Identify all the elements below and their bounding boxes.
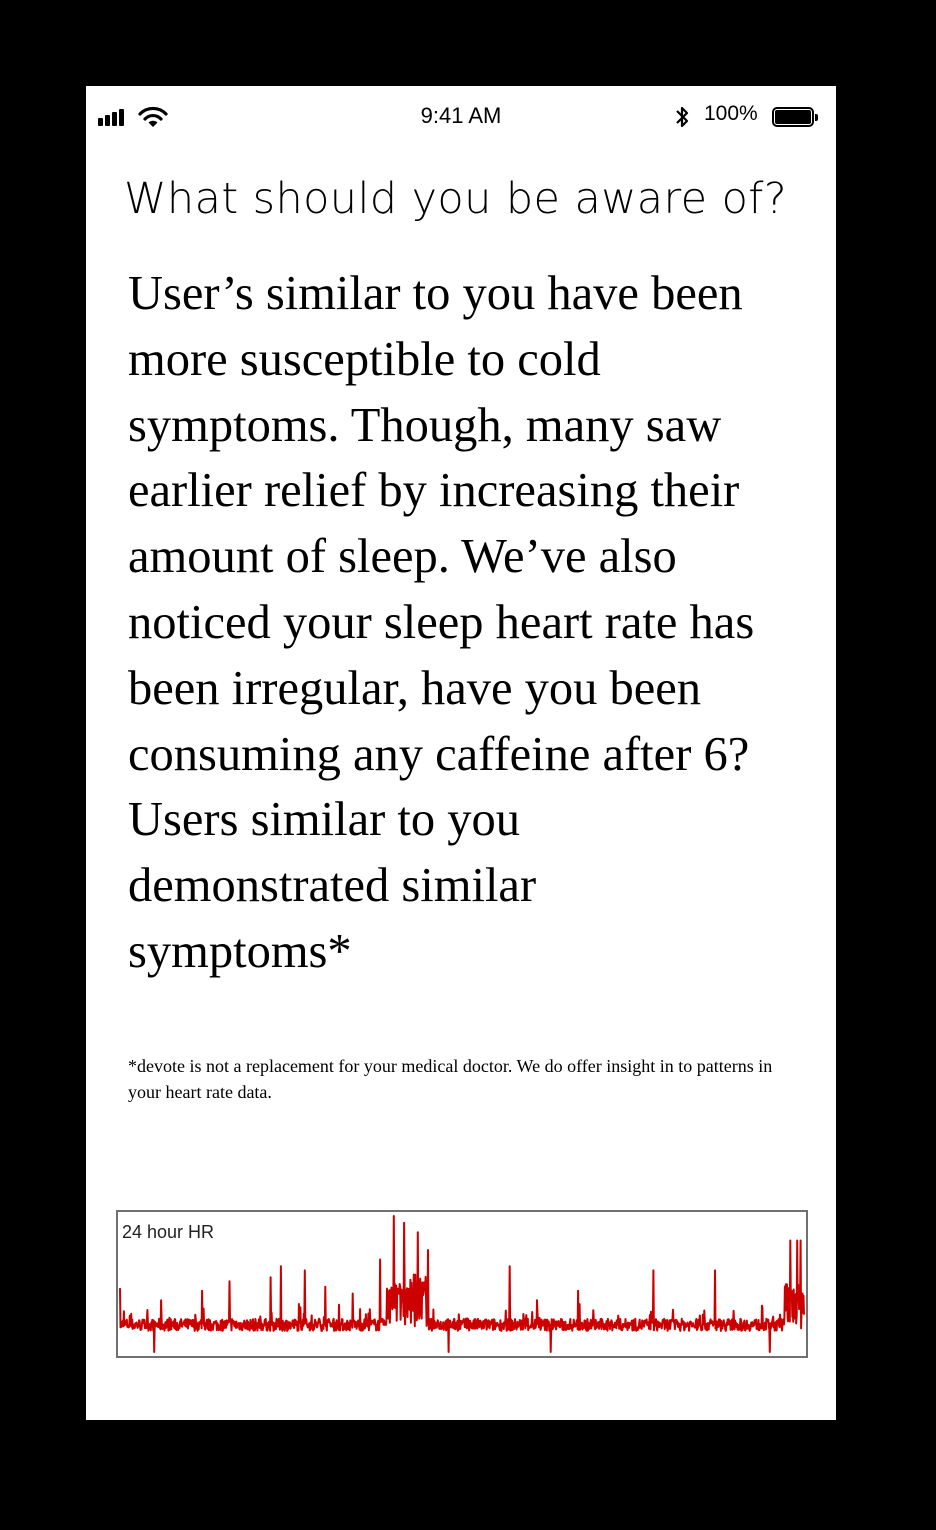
insight-line: earlier relief by increasing their [128,464,740,518]
insight-text [128,261,818,985]
insight-line: Users similar to you [128,793,521,847]
battery-percent: 100% [704,102,758,125]
phone-screen [86,86,836,1420]
insight-line: User’s similar to you have been [128,267,743,320]
insight-line: symptoms* [128,924,352,978]
insight-line: noticed your sleep heart rate has [128,595,755,649]
status-bar [86,86,836,146]
medical-disclaimer: *devote is not a replacement for your medical doctor. We do offer insight in to patterns in your heart rate data. [128,1056,773,1102]
insight-line: symptoms. Though, many saw [128,398,722,452]
insight-line: consuming any caffeine after 6? [128,727,750,781]
bluetooth-icon [674,104,690,130]
status-time: 9:41 AM [420,103,502,128]
insight-line: more susceptible to cold [128,332,601,386]
insight-line: demonstrated similar [128,859,537,913]
heart-rate-series-line [120,1216,804,1352]
battery-icon [772,107,818,127]
heart-rate-chart[interactable] [116,1210,808,1358]
chart-title: 24 hour HR [122,1222,215,1242]
page-title: What should you be aware of? [124,174,788,224]
heart-rate-plot [118,1212,806,1356]
insight-line: been irregular, have you been [128,661,702,715]
insight-line: amount of sleep. We’ve also [128,530,677,584]
